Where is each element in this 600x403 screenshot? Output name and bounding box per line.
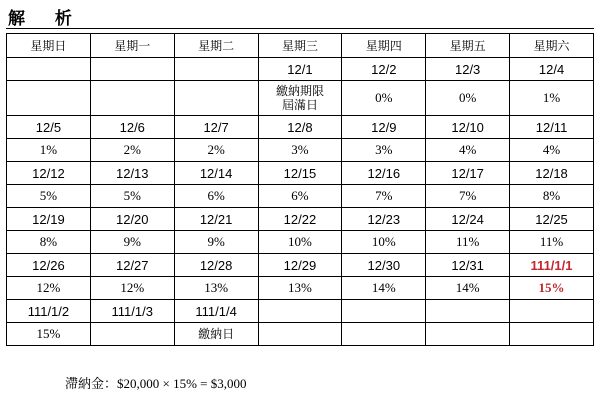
date-cell: 12/30 — [342, 254, 426, 277]
rate-cell: 0% — [426, 81, 510, 116]
rate-cell — [510, 323, 594, 346]
date-cell: 12/29 — [258, 254, 342, 277]
rate-cell: 10% — [258, 231, 342, 254]
section-heading — [6, 2, 594, 29]
date-row — [7, 116, 594, 139]
date-cell: 12/16 — [342, 162, 426, 185]
rate-cell: 14% — [342, 277, 426, 300]
date-cell: 12/27 — [90, 254, 174, 277]
rate-cell: 15% — [7, 323, 91, 346]
date-cell — [174, 58, 258, 81]
date-cell: 12/13 — [90, 162, 174, 185]
rate-cell: 9% — [174, 231, 258, 254]
date-cell: 12/9 — [342, 116, 426, 139]
date-cell: 12/6 — [90, 116, 174, 139]
rate-cell: 0% — [342, 81, 426, 116]
date-row — [7, 162, 594, 185]
date-row — [7, 300, 594, 323]
note-cell: 繳納期限 屆滿日 — [258, 81, 342, 116]
rate-cell: 2% — [90, 139, 174, 162]
date-cell — [7, 58, 91, 81]
date-cell: 12/14 — [174, 162, 258, 185]
rate-cell: 12% — [7, 277, 91, 300]
rate-cell: 15% — [510, 277, 594, 300]
date-cell: 12/26 — [7, 254, 91, 277]
date-cell: 12/25 — [510, 208, 594, 231]
rate-cell: 5% — [90, 185, 174, 208]
weekday-mon: 星期一 — [90, 34, 174, 58]
date-cell: 12/12 — [7, 162, 91, 185]
date-cell: 12/7 — [174, 116, 258, 139]
date-row — [7, 58, 594, 81]
date-cell: 12/11 — [510, 116, 594, 139]
date-cell — [258, 300, 342, 323]
weekday-wed: 星期三 — [258, 34, 342, 58]
date-cell: 12/3 — [426, 58, 510, 81]
weekday-fri: 星期五 — [426, 34, 510, 58]
rate-cell — [426, 323, 510, 346]
rate-row — [7, 185, 594, 208]
date-cell: 12/17 — [426, 162, 510, 185]
date-cell: 12/21 — [174, 208, 258, 231]
rate-cell: 1% — [7, 139, 91, 162]
date-cell: 12/15 — [258, 162, 342, 185]
date-cell: 12/5 — [7, 116, 91, 139]
rate-cell: 8% — [7, 231, 91, 254]
rate-cell: 2% — [174, 139, 258, 162]
note-cell: 繳納日 — [174, 323, 258, 346]
date-cell: 111/1/4 — [174, 300, 258, 323]
date-cell: 12/24 — [426, 208, 510, 231]
date-cell: 12/10 — [426, 116, 510, 139]
rate-cell: 13% — [174, 277, 258, 300]
date-cell — [510, 300, 594, 323]
rate-cell: 3% — [342, 139, 426, 162]
rate-row — [7, 231, 594, 254]
rate-cell — [7, 81, 91, 116]
weekday-header-row — [7, 34, 594, 58]
rate-cell: 5% — [7, 185, 91, 208]
rate-cell: 7% — [426, 185, 510, 208]
rate-row — [7, 277, 594, 300]
date-cell: 12/19 — [7, 208, 91, 231]
weekday-tue: 星期二 — [174, 34, 258, 58]
rate-cell — [258, 323, 342, 346]
rate-cell: 9% — [90, 231, 174, 254]
rate-cell: 4% — [510, 139, 594, 162]
rate-cell: 4% — [426, 139, 510, 162]
rate-cell: 11% — [426, 231, 510, 254]
date-row — [7, 208, 594, 231]
date-cell: 111/1/2 — [7, 300, 91, 323]
date-cell: 111/1/3 — [90, 300, 174, 323]
date-cell: 12/2 — [342, 58, 426, 81]
date-cell: 12/23 — [342, 208, 426, 231]
date-cell: 12/8 — [258, 116, 342, 139]
late-fee-calendar — [6, 33, 594, 346]
date-cell: 12/20 — [90, 208, 174, 231]
rate-cell: 8% — [510, 185, 594, 208]
rate-row — [7, 81, 594, 116]
date-cell — [426, 300, 510, 323]
weekday-thu: 星期四 — [342, 34, 426, 58]
date-cell — [342, 300, 426, 323]
date-cell — [90, 58, 174, 81]
date-cell: 12/31 — [426, 254, 510, 277]
rate-cell: 6% — [258, 185, 342, 208]
late-fee-formula: 滯納金：$20,000 × 15% = $3,000 — [65, 376, 247, 391]
date-cell: 12/1 — [258, 58, 342, 81]
date-cell: 12/22 — [258, 208, 342, 231]
date-row — [7, 254, 594, 277]
rate-row — [7, 323, 594, 346]
rate-cell — [174, 81, 258, 116]
weekday-sat: 星期六 — [510, 34, 594, 58]
rate-cell: 1% — [510, 81, 594, 116]
date-cell: 12/28 — [174, 254, 258, 277]
date-cell: 12/18 — [510, 162, 594, 185]
weekday-sun: 星期日 — [7, 34, 91, 58]
rate-cell: 7% — [342, 185, 426, 208]
rate-cell: 10% — [342, 231, 426, 254]
rate-cell: 6% — [174, 185, 258, 208]
rate-cell — [90, 81, 174, 116]
date-cell: 111/1/1 — [510, 254, 594, 277]
rate-cell: 12% — [90, 277, 174, 300]
date-cell: 12/4 — [510, 58, 594, 81]
rate-cell: 3% — [258, 139, 342, 162]
rate-cell: 14% — [426, 277, 510, 300]
rate-row — [7, 139, 594, 162]
rate-cell — [90, 323, 174, 346]
rate-cell — [342, 323, 426, 346]
section-heading-text: 解 析 — [8, 9, 84, 29]
rate-cell: 11% — [510, 231, 594, 254]
rate-cell: 13% — [258, 277, 342, 300]
